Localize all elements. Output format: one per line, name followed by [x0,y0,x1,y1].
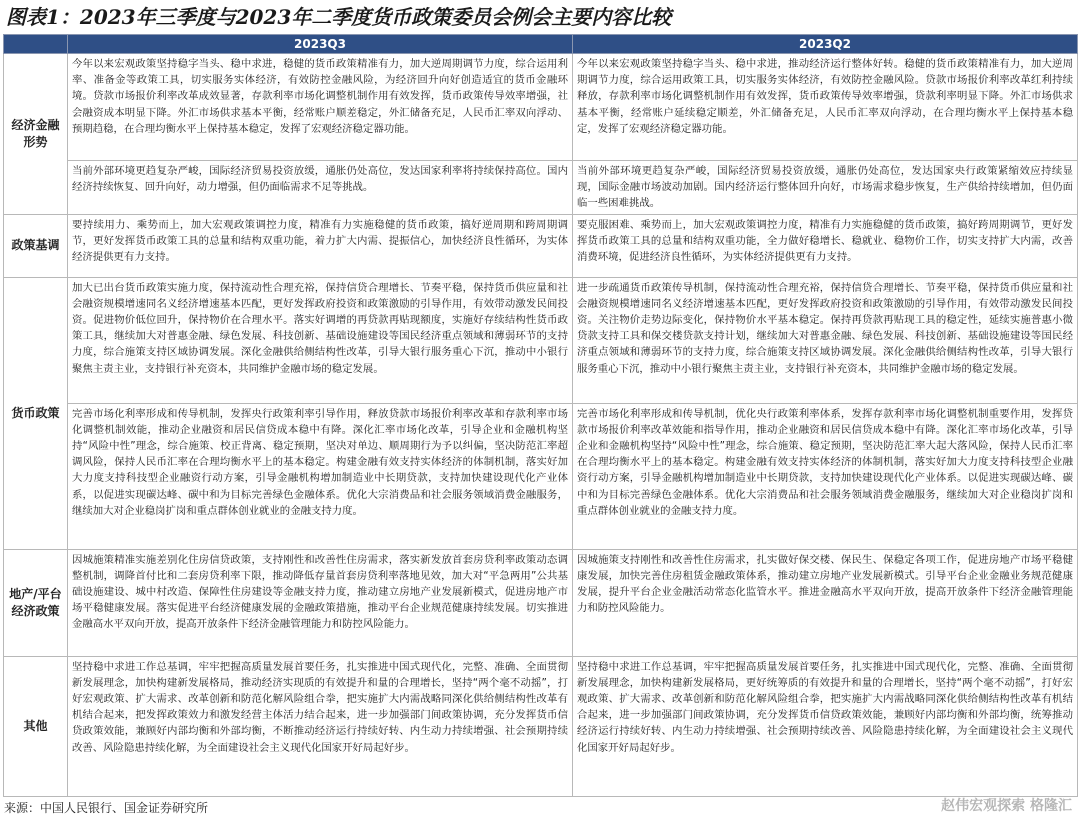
q3-cell: 加大已出台货币政策实施力度，保持流动性合理充裕，保持信贷合理增长、节奏平稳，保持货币供应量和社会融资规模增速同名义经济增速基本匹配，更好发挥政府投资和政策激励的引导作用，有效带动激发民间投资。促进物价低位回升，保持物价在合理水平。落实好调增的再贷款再贴现额度，实施好存续结构性货币政策工具，继续加大对普惠金融、绿色发展、科技创新、基础设施建设等国民经济重点领域和薄弱环节的支持力度，综合施策支持区域协调发展。深化金融供给侧结构性改革，引导大银行服务重心下沉，推动中小银行聚焦主责主业，支持银行补充资本，共同维护金融市场的稳定发展。 [68,277,573,403]
table-row [4,54,1078,161]
source-note: 来源：中国人民银行、国金证券研究所 [4,800,209,815]
q3-cell: 因城施策精准实施差别化住房信贷政策，支持刚性和改善性住房需求，落实新发放首套房贷利率政策动态调整机制，调降首付比和二套房贷利率下限，推动降低存量首套房贷利率落地见效，加大对“平急两用”公共基础设施建设、城中村改造、保障性住房建设等金融支持力度，推动建立房地产业发展新模式，促进房地产市场平稳健康发展。落实促进平台经济健康发展的金融政策措施，推动平台企业规范健康持续发展。切实推进金融高水平双向开放，提高开放条件下经济金融管理能力和防控风险能力。 [68,549,573,656]
header-blank [4,35,68,54]
header-2023q3: 2023Q3 [68,35,573,54]
q2-cell: 今年以来宏观政策坚持稳字当头、稳中求进，推动经济运行整体好转。稳健的货币政策精准有力，加大逆周期调节力度，综合运用政策工具，切实服务实体经济，有效防控金融风险。贷款市场报价利率改革红利持续释放，存款利率市场化调整机制作用有效发挥，货币政策传导效率增强，贷款利率明显下降。外汇市场供求基本平衡，经常账户延续稳定顺差，外汇储备充足，人民币汇率双向浮动，在合理均衡水平上保持基本稳定，发挥了宏观经济稳定器功能。 [573,54,1078,161]
header-2023q2: 2023Q2 [573,35,1078,54]
table-header-row [4,35,1078,54]
q3-cell: 完善市场化利率形成和传导机制，发挥央行政策利率引导作用，释放贷款市场报价利率改革和存款利率市场化调整机制效能，推动企业融资和居民信贷成本稳中有降。深化汇率市场化改革，引导企业和金融机构坚持“风险中性”理念，综合施策、校正背离、稳定预期，坚决对单边、顺周期行为予以纠偏，坚决防范汇率超调风险，保持人民币汇率在合理均衡水平上的基本稳定。构建金融有效支持实体经济的体制机制，落实好加大力度支持科技型企业融资行动方案，引导金融机构增加制造业中长期贷款，支持加快建设现代化产业体系，以促进实现碳达峰、碳中和为目标完善绿色金融体系。优化大宗消费品和社会服务领域消费金融服务，继续加大对企业稳岗扩岗和重点群体创业就业的金融支持力度。 [68,403,573,549]
q2-cell: 要克服困难、乘势而上，加大宏观政策调控力度，精准有力实施稳健的货币政策，搞好跨周期调节，更好发挥货币政策工具的总量和结构双重功能，全力做好稳增长、稳就业、稳物价工作，切实支持扩大内需，改善消费环境，促进经济良性循环，为实体经济提供更有力支持。 [573,214,1078,277]
row-category: 其他 [4,656,68,796]
q3-cell: 今年以来宏观政策坚持稳字当头、稳中求进，稳健的货币政策精准有力，加大逆周期调节力度，综合运用利率、准备金等政策工具，切实服务实体经济，有效防控金融风险，为经济回升向好创造适宜的货币金融环境。贷款市场报价利率改革成效显著，存款利率市场化调整机制作用有效发挥，货币政策传导效率增强，社会融资成本明显下降。外汇市场供求基本平衡，经常账户顺差稳定，外汇储备充足，人民币汇率双向浮动、预期趋稳，在合理均衡水平上保持基本稳定，发挥了宏观经济稳定器功能。 [68,54,573,161]
table-row [4,549,1078,656]
q2-cell: 因城施策支持刚性和改善性住房需求，扎实做好保交楼、保民生、保稳定各项工作，促进房地产市场平稳健康发展，加快完善住房租赁金融政策体系，推动建立房地产业发展新模式。引导平台企业金融业务规范健康发展，提升平台企业金融活动常态化监管水平。推进金融高水平双向开放，提高开放条件下经济金融管理能力和防控风险能力。 [573,549,1078,656]
q2-cell: 坚持稳中求进工作总基调，牢牢把握高质量发展首要任务，扎实推进中国式现代化，完整、准确、全面贯彻新发展理念，加快构建新发展格局，更好统筹质的有效提升和量的合理增长，坚持“两个毫不动摇”，打好宏观政策、扩大需求、改革创新和防范化解风险组合拳，把实施扩大内需战略同深化供给侧结构性改革有机结合起来，进一步加强部门间政策协调，充分发挥货币信贷政策效能，兼顾好内部均衡和外部均衡，统筹推动经济运行持续好转、内生动力持续增强、社会预期持续改善、风险隐患持续化解，为全面建设社会主义现代化国家开好局起好步。 [573,656,1078,796]
table-row [4,161,1078,215]
q3-cell: 坚持稳中求进工作总基调，牢牢把握高质量发展首要任务，扎实推进中国式现代化，完整、准确、全面贯彻新发展理念，加快构建新发展格局，推动经济实现质的有效提升和量的合理增长，坚持“两个毫不动摇”，打好宏观政策、扩大需求、改革创新和防范化解风险组合拳，把实施扩大内需战略同深化供给侧结构性改革有机结合起来，把发挥政策效力和激发经营主体活力结合起来，进一步加强部门间政策协调，充分发挥货币信贷政策效能，兼顾好内部均衡和外部均衡，不断推动经济运行持续好转、内生动力持续增强、社会预期持续改善、风险隐患持续化解，为全面建设社会主义现代化国家开好局起好步。 [68,656,573,796]
q2-cell: 完善市场化利率形成和传导机制，优化央行政策利率体系，发挥存款利率市场化调整机制重要作用，发挥贷款市场报价利率改革效能和指导作用，推动企业融资和居民信贷成本稳中有降。深化汇率市场化改革，引导企业和金融机构坚持“风险中性”理念，综合施策、稳定预期，坚决防范汇率大起大落风险，保持人民币汇率在合理均衡水平上的基本稳定。构建金融有效支持实体经济的体制机制，落实好加大力度支持科技型企业融资行动方案，引导金融机构增加制造业中长期贷款，支持加快建设现代化产业体系。以促进实现碳达峰、碳中和为目标完善绿色金融体系。优化大宗消费品和社会服务领域消费金融服务，继续加大对企业稳岗扩岗和重点群体创业就业的金融支持力度。 [573,403,1078,549]
table-row [4,656,1078,796]
q3-cell: 要持续用力、乘势而上，加大宏观政策调控力度，精准有力实施稳健的货币政策，搞好逆周期和跨周期调节，更好发挥货币政策工具的总量和结构双重功能，着力扩大内需、提振信心，加快经济良性循环，为实体经济提供更有力支持。 [68,214,573,277]
comparison-table [3,34,1078,797]
q2-cell: 当前外部环境更趋复杂严峻，国际经济贸易投资放缓，通胀仍处高位，发达国家央行政策紧缩效应持续显现，国际金融市场波动加剧。国内经济运行整体回升向好，市场需求稳步恢复，生产供给持续增加，但仍面临一些困难挑战。 [573,161,1078,215]
table-row [4,214,1078,277]
row-category: 地产/平台经济政策 [4,549,68,656]
row-category: 货币政策 [4,277,68,549]
q2-cell: 进一步疏通货币政策传导机制，保持流动性合理充裕，保持信贷合理增长、节奏平稳，保持货币供应量和社会融资规模增速同名义经济增速基本匹配，更好发挥政府投资和政策激励的引导作用，有效带动激发民间投资。关注物价走势边际变化，保持物价水平基本稳定。保持再贷款再贴现工具的稳定性，延续实施普惠小微贷款支持工具和保交楼贷款支持计划，继续加大对普惠金融、绿色发展、科技创新、基础设施建设等国民经济重点领域和薄弱环节的支持力度，综合施策支持区域协调发展。深化金融供给侧结构性改革，引导大银行服务重心下沉，推动中小银行聚焦主责主业，支持银行补充资本，共同维护金融市场的稳定发展。 [573,277,1078,403]
table-row [4,277,1078,403]
q3-cell: 当前外部环境更趋复杂严峻，国际经济贸易投资放缓，通胀仍处高位，发达国家利率将持续保持高位。国内经济持续恢复、回升向好，动力增强，但仍面临需求不足等挑战。 [68,161,573,215]
row-category: 经济金融形势 [4,54,68,215]
chart-title: 图表1：2023年三季度与2023年二季度货币政策委员会例会主要内容比较 [6,5,672,29]
row-category: 政策基调 [4,214,68,277]
table-row [4,403,1078,549]
watermark-logo: 赵伟宏观探索 格隆汇 [941,798,1072,814]
